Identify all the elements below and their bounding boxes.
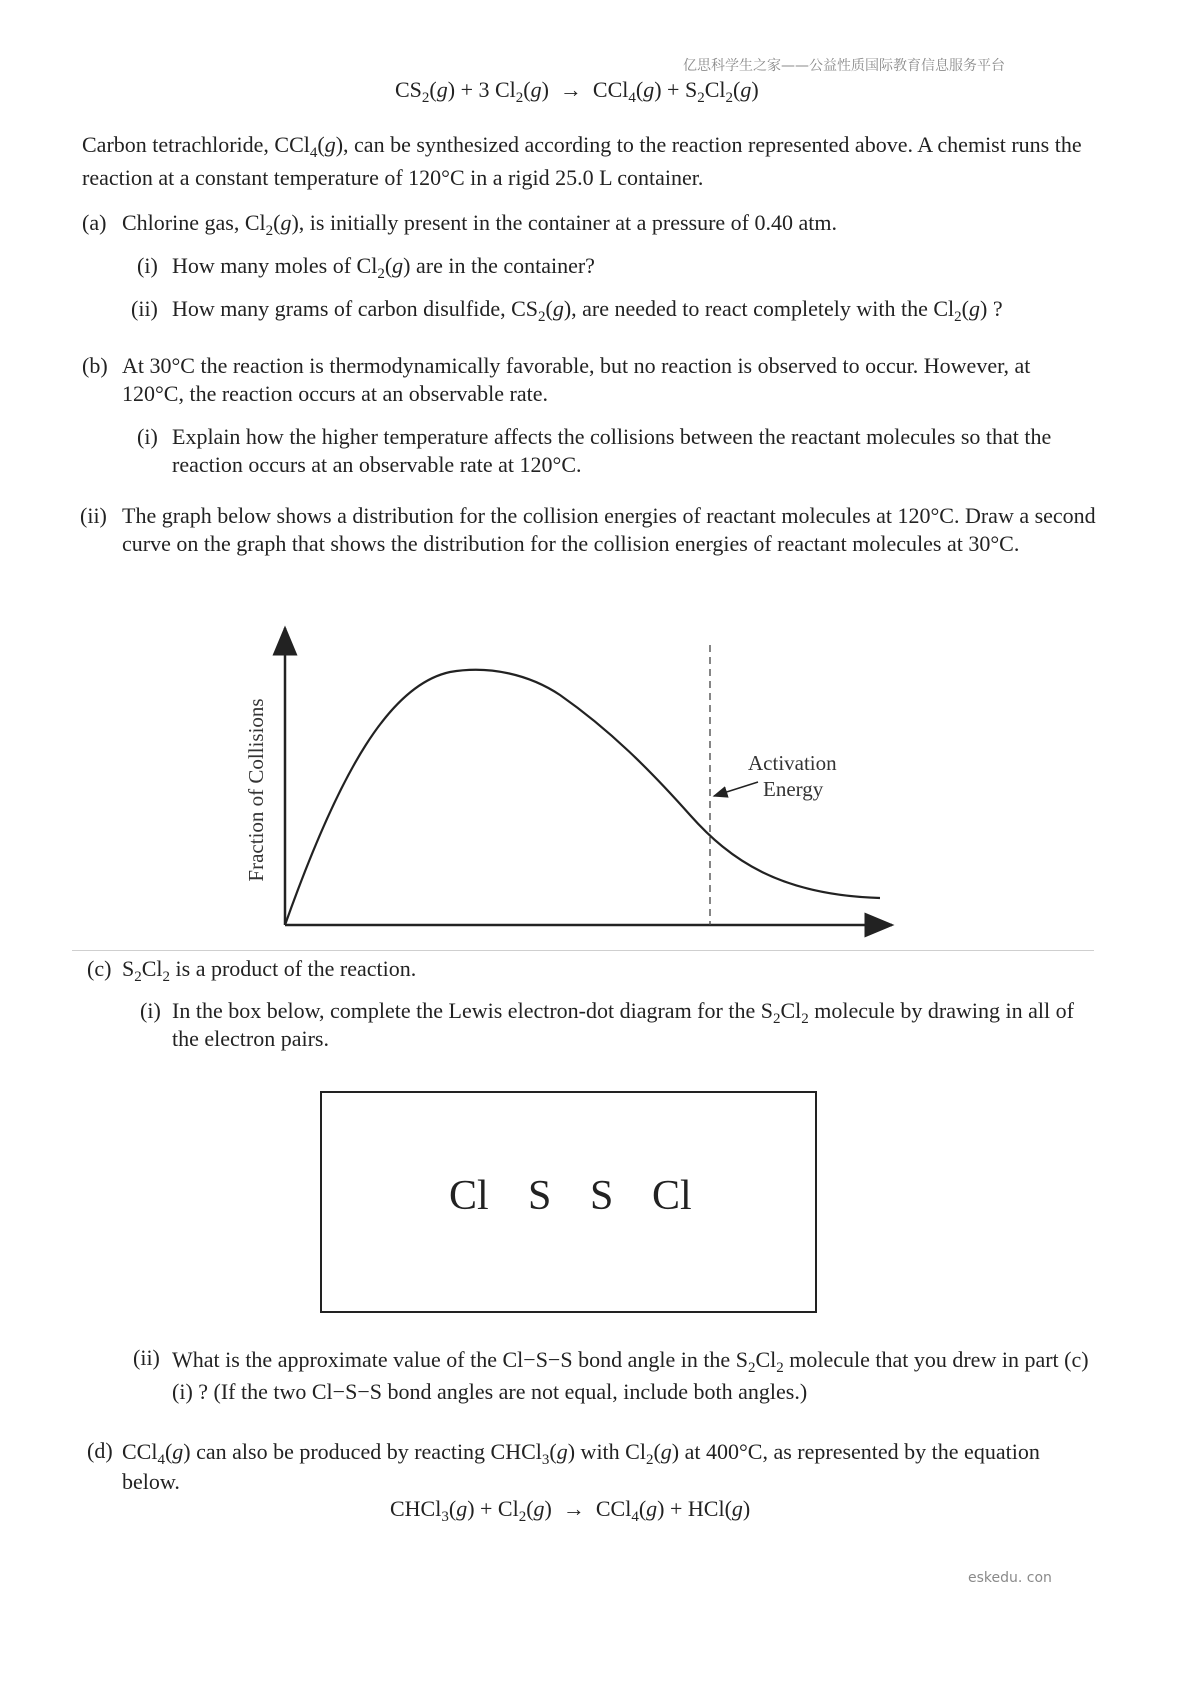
part-b-i-label: (i)	[137, 424, 158, 449]
annotation-energy: Energy	[763, 777, 824, 801]
part-d-label: (d)	[87, 1438, 113, 1463]
part-b-ii-label: (ii)	[80, 503, 107, 528]
atom-s-first: S	[528, 1173, 552, 1219]
main-equation: $CS_2(g) + 3$ $Cl_2(g) \to CCl_4(g) + S_2Cl_2(g)$	[395, 77, 759, 106]
annotation-activation: Activation	[748, 751, 837, 775]
intro-paragraph: Carbon tetrachloride, CCl$_4$(g), can be synthesized according to the reaction represented above. A chemist runs the reaction at a constant temperature of 120°C in a rigid 25.0 L container.	[82, 132, 1082, 190]
section-divider	[72, 950, 1094, 951]
lewis-diagram-box[interactable]	[320, 1091, 817, 1313]
atom-s-second: S	[590, 1173, 614, 1219]
y-axis-label: Fraction of Collisions	[244, 698, 268, 882]
atom-cl-right: Cl	[652, 1173, 692, 1219]
part-c-i-label: (i)	[140, 998, 161, 1023]
part-a-i-label: (i)	[137, 253, 158, 278]
part-a-ii-text: How many grams of carbon disulfide, $CS_2(g)$, are needed to react completely with the $Cl_2(g)$ ?	[172, 296, 1003, 325]
part-a-text: Chlorine gas, $Cl_2(g)$, is initially present in the container at a pressure of 0.40 atm.	[122, 210, 838, 239]
part-d-text: CCl$_4$(g) can also be produced by reacting CHCl$_3$(g) with $Cl_2(g)$ at 400°C, as represented by the equation below.	[122, 1439, 1040, 1494]
part-d-equation: CHCl$_3$(g) + $Cl_2(g) \to CCl_4(g) + HCl(g)$	[390, 1496, 751, 1525]
part-c-i-text: In the box below, complete the Lewis electron-dot diagram for the $S_2Cl_2$ molecule by drawing in all of the electron pairs.	[172, 998, 1074, 1051]
part-a-i-text: How many moles of $Cl_2(g)$ are in the container?	[172, 253, 595, 282]
part-c-ii-text: What is the approximate value of the Cl−S−S bond angle in the $S_2Cl_2$ molecule that you drew in part (c)(i) ? (If the two Cl−S−S bond angles are not equal, include both angles.)	[172, 1347, 1089, 1404]
part-a-label: (a)	[82, 210, 107, 235]
part-a-ii-label: (ii)	[131, 296, 158, 321]
part-c-ii-label: (ii)	[133, 1345, 160, 1370]
watermark-bottom: eskedu. con	[968, 1570, 1052, 1586]
part-b-label: (b)	[82, 353, 108, 378]
energy-distribution-graph	[230, 620, 910, 940]
watermark-top: 亿思科学生之家——公益性质国际教育信息服务平台	[683, 58, 1005, 74]
atom-cl-left: Cl	[449, 1173, 489, 1219]
part-b-i-text: Explain how the higher temperature affects the collisions between the reactant molecules so that the reaction occurs at an observable rate at 120°C.	[172, 424, 1052, 477]
annotation-pointer	[714, 782, 758, 796]
part-b-ii-text: The graph below shows a distribution for the collision energies of reactant molecules at 120°C. Draw a second curve on the graph that shows the distribution for the collision energies of reactant molecules at 30°C.	[122, 503, 1096, 556]
part-b-text: At 30°C the reaction is thermodynamically favorable, but no reaction is observed to occur. However, at 120°C, the reaction occurs at an observable rate.	[122, 353, 1031, 406]
part-c-label: (c)	[87, 956, 112, 981]
part-c-text: $S_2Cl_2$ is a product of the reaction.	[122, 956, 417, 985]
